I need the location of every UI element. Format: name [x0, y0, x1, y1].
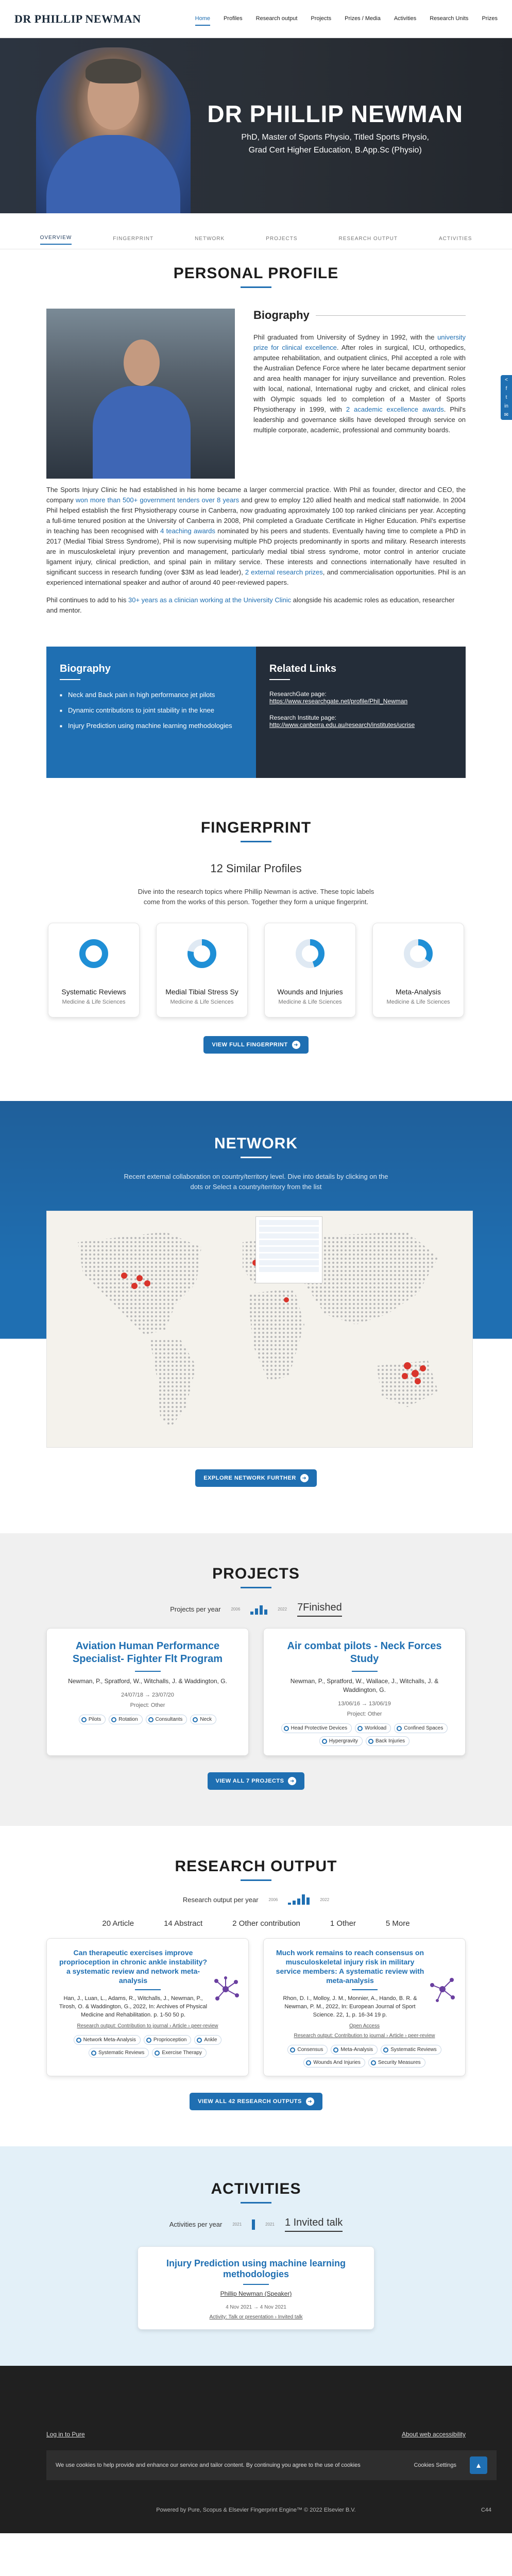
nav-profiles[interactable]: Profiles	[223, 15, 243, 22]
nav-prizes-media[interactable]: Prizes / Media	[345, 15, 381, 22]
nav-activities[interactable]: Activities	[394, 15, 417, 22]
donut-icon	[186, 938, 218, 970]
fingerprint-tag[interactable]: Head Protective Devices	[281, 1723, 352, 1733]
fingerprint-title: FINGERPRINT	[200, 819, 312, 836]
project-card[interactable]: Aviation Human Performance Specialist- Fighter Flt Program Newman, P., Spratford, W., Witchalls, J. & Waddington, G. 24/07/18 → 23/07/20 Project: Other Pilots Rotation Consultants Neck	[46, 1628, 249, 1756]
cookie-banner	[46, 2450, 497, 2480]
tenders-link[interactable]: won more than 500+ government tenders over 8 years	[75, 496, 240, 504]
hero-qualifications: PhD, Master of Sports Physio, Titled Sports Physio, Grad Cert Higher Education, B.App.Sc (Physio)	[241, 133, 429, 155]
fingerprint-tag[interactable]: Systematic Reviews	[381, 2045, 441, 2055]
fingerprint-tag[interactable]: Network Meta-Analysis	[74, 2035, 141, 2045]
chevron-up-icon[interactable]: ▲	[470, 2456, 487, 2474]
linkedin-icon[interactable]: in	[504, 403, 508, 409]
open-access-link[interactable]: Open Access	[349, 2023, 380, 2029]
list-item: ■ Injury Prediction using machine learning methodologies	[60, 721, 243, 731]
footer-code: C44	[481, 2507, 491, 2513]
tab-fingerprint[interactable]: FINGERPRINT	[113, 236, 154, 242]
tab-research-output[interactable]: RESEARCH OUTPUT	[338, 236, 398, 242]
fingerprint-tag[interactable]: Wounds And Injuries	[303, 2058, 365, 2067]
projects-title: PROJECTS	[212, 1565, 300, 1582]
title-underline	[241, 286, 271, 288]
tab-other[interactable]: 1 Other	[330, 1919, 356, 1928]
cookie-settings-link[interactable]: Cookies Settings	[414, 2462, 456, 2468]
research-prizes-link[interactable]: 2 external research prizes	[245, 568, 323, 576]
nav-projects[interactable]: Projects	[311, 15, 332, 22]
facebook-icon[interactable]: f	[505, 386, 507, 392]
research-sparkline	[288, 1894, 310, 1905]
fingerprint-icon	[428, 1975, 457, 2004]
page-footer	[0, 2366, 512, 2533]
network-section	[0, 1101, 512, 1533]
fingerprint-tag[interactable]: Neck	[190, 1715, 216, 1724]
email-icon[interactable]: ✉	[504, 412, 509, 418]
share-icon[interactable]: <	[505, 377, 508, 383]
research-output-section	[0, 1826, 512, 2146]
arrow-right-icon: ➜	[288, 1777, 296, 1785]
twitter-icon[interactable]: t	[505, 395, 507, 400]
prize-link[interactable]: university prize for clinical excellence	[253, 333, 466, 351]
view-all-projects-button[interactable]: VIEW ALL 7 PROJECTS ➜	[208, 1772, 305, 1790]
fingerprint-tag[interactable]: Meta-Analysis	[331, 2045, 378, 2055]
world-map[interactable]	[46, 1211, 473, 1448]
similar-profiles-count[interactable]: 12 Similar Profiles	[210, 862, 302, 875]
list-item: ■ Dynamic contributions to joint stability in the knee	[60, 706, 243, 715]
activities-title: ACTIVITIES	[211, 2180, 301, 2197]
projects-section	[0, 1533, 512, 1826]
fingerprint-tag[interactable]: Systematic Reviews	[89, 2048, 149, 2058]
arrow-right-icon: ➜	[292, 1041, 300, 1049]
research-output-per-year: Research output per year 2006 2022	[46, 1894, 466, 1905]
fingerprint-tag[interactable]: Back Injuries	[366, 1736, 409, 1746]
biography-box-title: Biography	[60, 663, 111, 674]
country-list-popup[interactable]	[255, 1216, 322, 1283]
project-title[interactable]: Air combat pilots - Neck Forces Study	[287, 1640, 442, 1665]
hero-banner	[0, 38, 512, 213]
output-title[interactable]: Can therapeutic exercises improve proprioception in chronic ankle instability? a systematic review and network meta-analysis	[59, 1948, 208, 1985]
tab-other-contribution[interactable]: 2 Other contribution	[232, 1919, 300, 1928]
output-card[interactable]: Much work remains to reach consensus on musculoskeletal injury risk in military service members: A systematic review with meta-analysis Rhon, D. I., Molloy, J. M., Monnier, A., Hando, B. R. & Newman, P. M., 2022, In: European Journal of Sport Science. 22, 1, p. 16-34 19 p. Open Access Research output: Contribution to journal › Article › peer-review Consensus Meta-Analysis Systematic Reviews Wounds And Injuries Security Measures	[263, 1938, 466, 2076]
fingerprint-tag[interactable]: Consensus	[287, 2045, 328, 2055]
list-item: ■ Neck and Back pain in high performance jet pilots	[60, 690, 243, 700]
fingerprint-description: Dive into the research topics where Phillip Newman is active. These topic labels come from the works of this person. Together they form a unique fingerprint.	[138, 888, 374, 906]
fingerprint-section	[0, 778, 512, 1054]
donut-icon	[78, 938, 110, 970]
hero-name: DR PHILLIP NEWMAN	[207, 100, 463, 127]
researchgate-link[interactable]: https://www.researchgate.net/profile/Phil_Newman	[269, 698, 408, 705]
explore-network-button[interactable]: EXPLORE NETWORK FURTHER ➜	[195, 1469, 317, 1487]
projects-sparkline	[250, 1604, 267, 1615]
fingerprint-tag[interactable]: Ankle	[194, 2035, 221, 2045]
fingerprint-cards	[46, 923, 466, 1018]
finished-projects-tab[interactable]: 7Finished	[297, 1602, 342, 1617]
tab-activities[interactable]: ACTIVITIES	[438, 236, 472, 242]
fingerprint-icon	[211, 1975, 240, 2004]
fingerprint-tag[interactable]: Consultants	[146, 1715, 187, 1724]
login-link[interactable]: Log in to Pure	[46, 2431, 85, 2438]
output-title[interactable]: Much work remains to reach consensus on musculoskeletal injury risk in military service members: A systematic review with meta-analysis	[276, 1948, 424, 1985]
biography-heading: Biography	[253, 309, 466, 322]
view-all-outputs-button[interactable]: VIEW ALL 42 RESEARCH OUTPUTS ➜	[190, 2093, 322, 2110]
nav-research-units[interactable]: Research Units	[430, 15, 469, 22]
tab-abstract[interactable]: 14 Abstract	[164, 1919, 203, 1928]
profile-title: PERSONAL PROFILE	[173, 265, 339, 282]
project-title[interactable]: Aviation Human Performance Specialist- Fighter Flt Program	[72, 1640, 223, 1665]
donut-icon	[402, 938, 434, 970]
output-type-tabs	[46, 1919, 466, 1928]
network-title: NETWORK	[214, 1135, 298, 1152]
personal-profile-section	[0, 249, 512, 778]
cookie-message: We use cookies to help provide and enhance our service and tailor content. By continuing you agree to the use of cookies	[56, 2462, 361, 2468]
related-links-box: Related Links ResearchGate page: https://www.researchgate.net/profile/Phil_Newman Research Institute page: http://www.canberra.edu.au/research/institutes/ucrise	[256, 647, 466, 778]
tab-projects[interactable]: PROJECTS	[266, 236, 298, 242]
output-card[interactable]: Can therapeutic exercises improve proprioception in chronic ankle instability? a systematic review and network meta-analysis Han, J., Luan, L., Adams, R., Witchalls, J., Newman, P., Tirosh, O. & Waddington, G., 2022, In: Archives of Physical Medicine and Rehabilitation. p. 1-50 50 p. Research output: Contribution to journal › Article › peer-review Network Meta-Analysis Proprioception Ankle Systematic Reviews Exercise Therapy	[46, 1938, 249, 2076]
research-institute-link[interactable]: http://www.canberra.edu.au/research/institutes/ucrise	[269, 721, 415, 728]
arrow-right-icon: ➜	[300, 1474, 309, 1482]
fingerprint-card[interactable]: Meta-Analysis Medicine & Life Sciences	[372, 923, 464, 1018]
biography-paragraph-3: Phil continues to add to his 30+ years as a clinician working at the University Clinic alongside his academic roles as education, researcher and mentor.	[46, 596, 455, 614]
speaker-link[interactable]: Phillip Newman (Speaker)	[220, 2290, 292, 2297]
nav-prizes[interactable]: Prizes	[482, 15, 498, 22]
activities-sparkline	[252, 2219, 255, 2230]
fingerprint-tag[interactable]: Hypergravity	[319, 1736, 363, 1746]
donut-fill	[82, 942, 105, 965]
hero-text	[207, 100, 463, 157]
fingerprint-card[interactable]: Systematic Reviews Medicine & Life Sciences	[48, 923, 140, 1018]
nav-research-output[interactable]: Research output	[255, 15, 298, 22]
view-fingerprint-button[interactable]: VIEW FULL FINGERPRINT ➜	[203, 1036, 308, 1054]
donut-icon	[294, 938, 326, 970]
network-description: Recent external collaboration on country/territory level. Dive into details by clicking on the dots or Select a country/territory from the list	[124, 1173, 388, 1191]
biography-box	[46, 647, 256, 778]
project-card[interactable]: Air combat pilots - Neck Forces Study Newman, P., Spratford, W., Wallace, J., Witchalls, J. & Waddington, G. 13/06/16 → 13/06/19 Project: Other Head Protective Devices Workload Confined Spaces Hypergravity Back Injuries	[263, 1628, 466, 1756]
fingerprint-tag[interactable]: Exercise Therapy	[152, 2048, 207, 2058]
clinician-link[interactable]: 30+ years as a clinician working at the University Clinic	[128, 596, 292, 604]
main-nav	[195, 12, 498, 26]
arrow-right-icon: ➜	[306, 2097, 314, 2106]
research-output-title: RESEARCH OUTPUT	[175, 1858, 337, 1875]
site-brand[interactable]: DR PHILLIP NEWMAN	[14, 12, 141, 25]
activities-section	[0, 2146, 512, 2366]
biography-paragraph-2: The Sports Injury Clinic he had established in his home became a larger commercial practice. With Phil as founder, director and CEO, the company won more than 500+ government tenders over 8 years and grew to employ 120 allied health and medical staff nationwide. In 2004 Phil helped establish the first Physiotherapy course in Canberra, now graduating approximately 100 top ranked clinicians per year. Accepting a full-time tenured position at the University of Canberra in 2008, Phil completed a Graduate Certificate in Higher Education. Phil's expertise in teaching has been recognised with 4 teaching awards nominated by his peers and students. Eventually having time to complete a PhD in 2017 (Medial Tibial Stress Syndrome), Phil is now supervising multiple PhD projects predominantly in sports and military. Research interests are in musculoskeletal injury prevention and management, particularly medial tibial stress syndrome, motor control in anterior cruciate ligament injury, clinical prediction, and spinal pain in military service. These interests and connections internationally have resulted in significant success in research funding (over $3M as lead leader), 2 external research prizes, and commercialisation opportunities. Phil is an experienced international speaker and author of around 40 peer-reviewed papers.	[46, 486, 466, 586]
fingerprint-card[interactable]: Wounds and Injuries Medicine & Life Sciences	[264, 923, 356, 1018]
projects-per-year: Projects per year 2006 2022 7Finished	[46, 1602, 466, 1617]
fingerprint-tag[interactable]: Proprioception	[144, 2035, 191, 2045]
related-links-title: Related Links	[269, 663, 337, 674]
tab-more[interactable]: 5 More	[385, 1919, 410, 1928]
activity-card[interactable]: Injury Prediction using machine learning methodologies Phillip Newman (Speaker) 4 Nov 2021 → 4 Nov 2021 Activity: Talk or presentation › Invited talk	[138, 2246, 374, 2330]
hero-portrait	[36, 47, 191, 213]
powered-by: Powered by Pure, Scopus & Elsevier Fingerprint Engine™ © 2022 Elsevier B.V.	[156, 2507, 356, 2513]
tab-network[interactable]: NETWORK	[195, 236, 225, 242]
teaching-awards-link[interactable]: 4 teaching awards	[160, 527, 215, 535]
awards-link[interactable]: 2 academic excellence awards	[346, 405, 444, 413]
profile-photo	[46, 309, 235, 479]
top-navigation	[0, 0, 512, 38]
section-tabs	[0, 213, 512, 249]
fingerprint-tag[interactable]: Workload	[355, 1723, 391, 1733]
fingerprint-card[interactable]: Medial Tibial Stress Sy Medicine & Life Sciences	[156, 923, 248, 1018]
activities-per-year: Activities per year 2021 2021 1 Invited talk	[46, 2217, 466, 2232]
fingerprint-tag[interactable]: Confined Spaces	[394, 1723, 448, 1733]
fingerprint-tag[interactable]: Rotation	[109, 1715, 142, 1724]
nav-home[interactable]: Home	[195, 12, 210, 26]
biography-paragraph-1: Phil graduated from University of Sydney in 1992, with the university prize for clinical excellence. After roles in surgical, ICU, orthopedics, amputee rehabilitation, and outpatient clinics, Phil accepted a role with the Australian Defence Force where he later became department senior and area health manager for injury surveillance and prevention. Roles with local, national, International rugby and cricket, and clinical roles with Olympic squads led to completion of a Master of Sports Physiotherapy in 1999, with 2 academic excellence awards. Phil's leadership and governance skills have developed through service on multiple corporate, academic, professional and community boards.	[253, 333, 466, 434]
tab-overview[interactable]: OVERVIEW	[40, 235, 72, 245]
fingerprint-tag[interactable]: Pilots	[79, 1715, 106, 1724]
invited-talk-tab[interactable]: 1 Invited talk	[285, 2217, 343, 2232]
share-sidebar[interactable]	[501, 375, 512, 420]
activity-title[interactable]: Injury Prediction using machine learning methodologies	[166, 2258, 346, 2279]
fingerprint-tag[interactable]: Security Measures	[368, 2058, 425, 2067]
tab-article[interactable]: 20 Article	[102, 1919, 134, 1928]
accessibility-link[interactable]: About web accessibility	[401, 2431, 466, 2438]
